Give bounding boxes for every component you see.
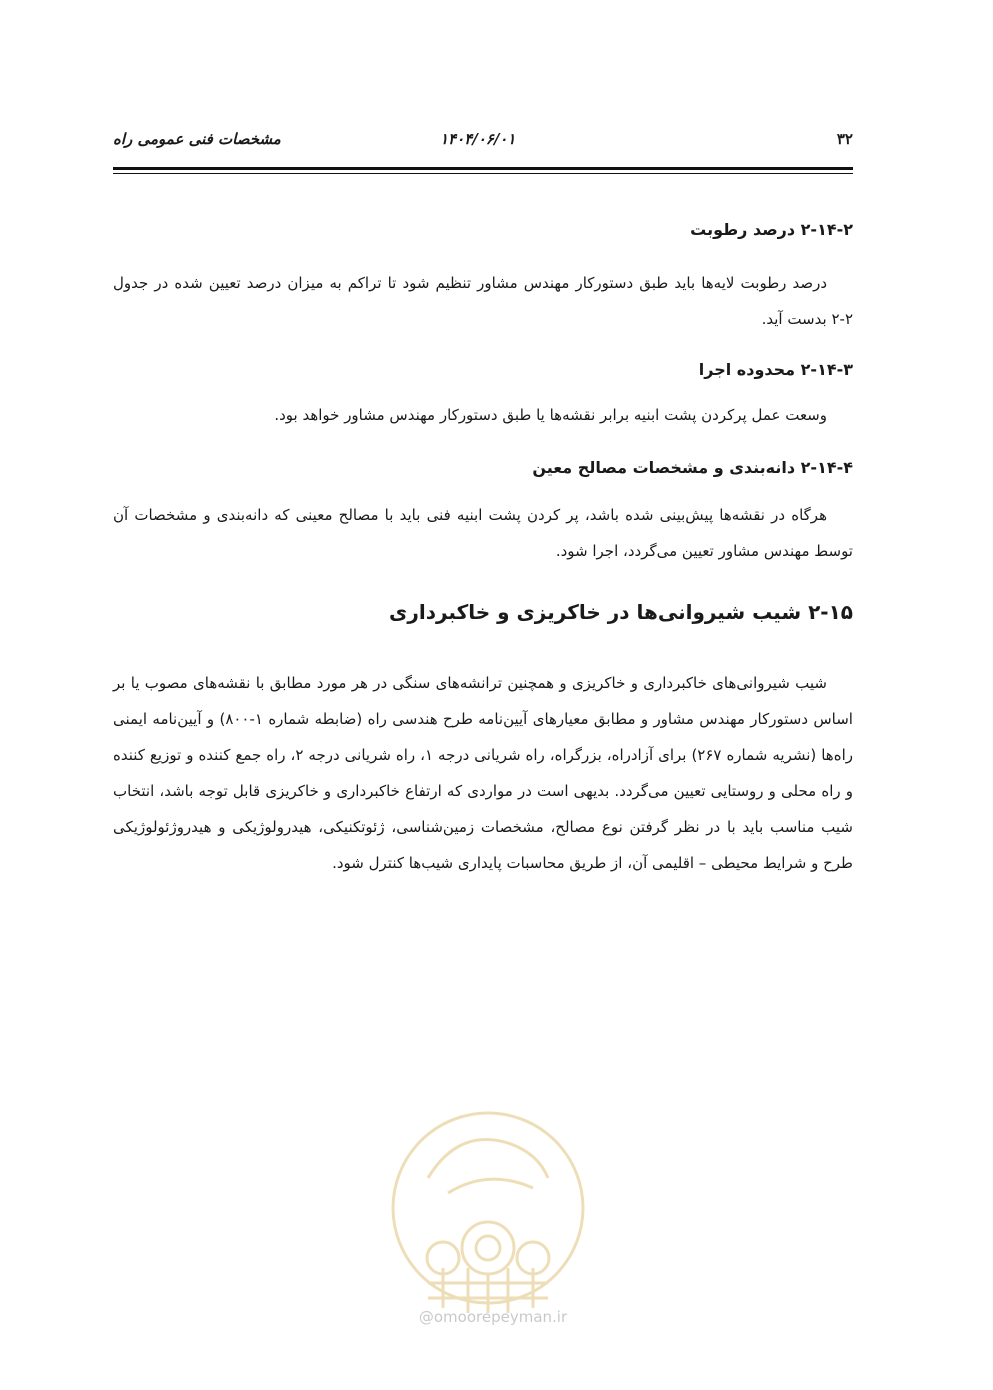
page-header (113, 130, 853, 154)
watermark-logo-icon (388, 1108, 588, 1338)
header-rule-thick (113, 167, 853, 170)
section-paragraph-gradation: هرگاه در نقشه‌ها پیش‌بینی شده باشد، پر کردن پشت ابنیه فنی باید با مصالح معینی که دانه‌بندی و مشخصات آن توسط مهندس مشاور تعیین می‌گردد، اجرا شود. (113, 506, 853, 560)
section-paragraph-slopes: شیب شیروانی‌های خاکبرداری و خاکریزی و همچنین ترانشه‌های سنگی در هر مورد مطابق با نقشه‌های مصوب یا بر اساس دستورکار مهندس مشاور و مطابق معیارهای آیین‌نامه طرح هندسی راه (ضابطه شماره ۱-۸۰۰) و آیین‌نامه ایمنی راه‌ها (نشریه شماره ۲۶۷) برای آزادراه، بزرگراه، راه شریانی درجه ۱، راه شریانی درجه ۲، راه جمع کننده و توزیع کننده و راه محلی و روستایی تعیین می‌گردد. بدیهی است در مواردی که ارتفاع خاکبرداری و خاکریزی قابل توجه باشد، انتخاب شیب مناسب باید با در نظر گرفتن نوع مصالح، مشخصات زمین‌شناسی، ژئوتکنیکی، هیدرولوژیکی و هیدروژئولوژیکی طرح و شرایط محیطی – اقلیمی آن، از طریق محاسبات پایداری شیب‌ها کنترل شود. (113, 674, 853, 872)
page-number: ۳۲ (836, 130, 853, 148)
section-heading-moisture: ۲-۱۴-۲ درصد رطوبت (690, 220, 853, 239)
header-date: ۱۴۰۴/۰۶/۰۱ (440, 130, 516, 148)
section-heading-extent: ۲-۱۴-۳ محدوده اجرا (698, 360, 853, 379)
watermark-text: @omoorepeyman.ir (418, 1308, 568, 1326)
header-title: مشخصات فنی عمومی راه (113, 130, 281, 148)
page-content (113, 215, 853, 881)
section-heading-gradation: ۲-۱۴-۴ دانه‌بندی و مشخصات مصالح معین (532, 458, 853, 477)
section-paragraph-extent: وسعت عمل پرکردن پشت ابنیه برابر نقشه‌ها یا طبق دستورکار مهندس مشاور خواهد بود. (274, 406, 827, 424)
section-paragraph-moisture: درصد رطوبت لایه‌ها باید طبق دستورکار مهندس مشاور تنظیم شود تا تراکم به میزان درصد تعیین شده در جدول ۲-۲ بدست آید. (113, 274, 853, 328)
header-rule-thin (113, 173, 853, 174)
section-heading-slopes: ۲-۱۵ شیب شیروانی‌ها در خاکریزی و خاکبرداری (389, 600, 853, 624)
